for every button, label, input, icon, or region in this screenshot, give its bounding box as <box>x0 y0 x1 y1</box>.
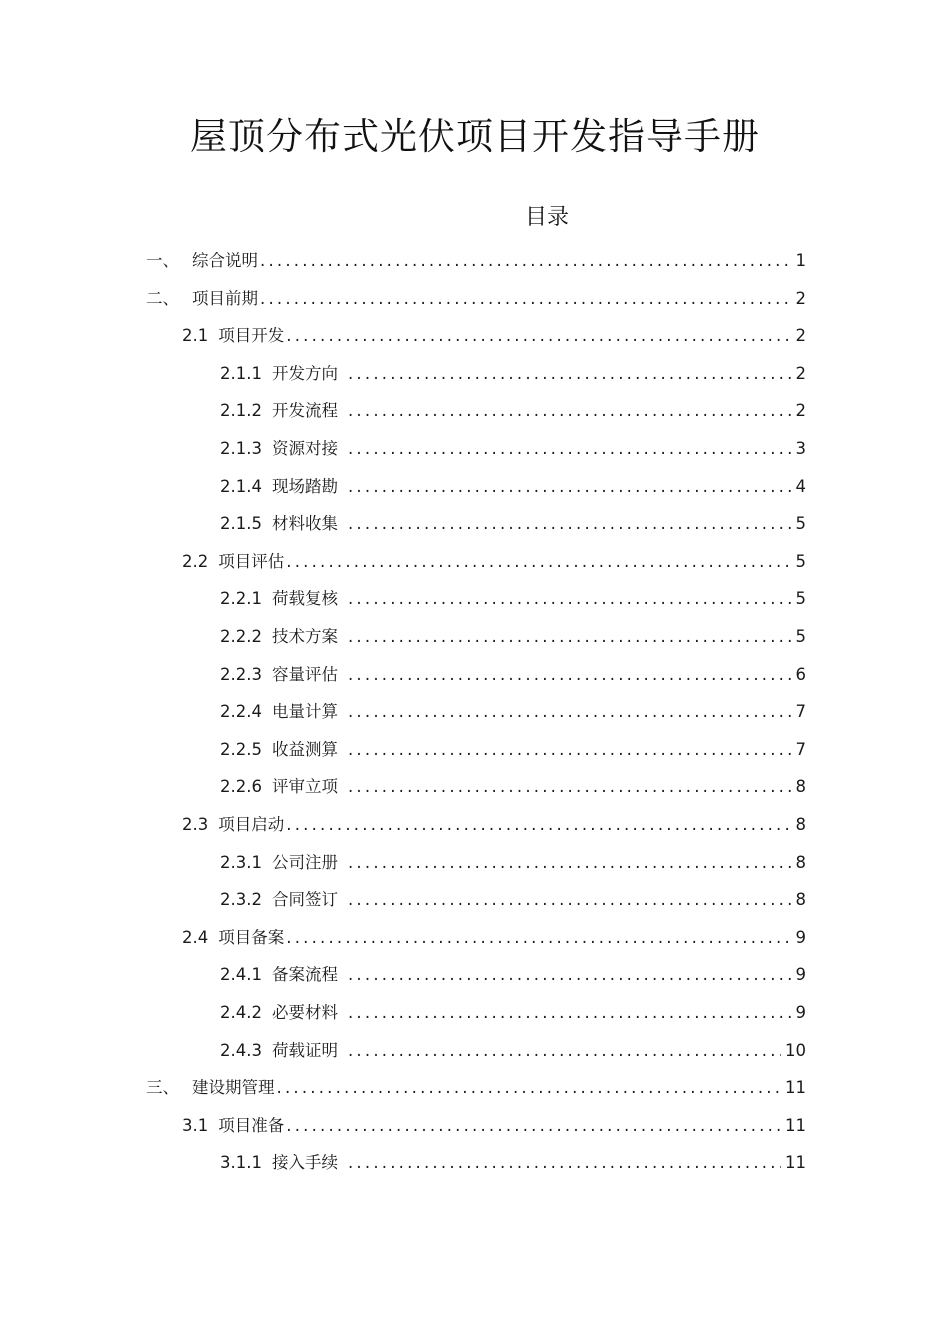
toc-dot-leader <box>286 810 791 840</box>
toc-entry[interactable] <box>220 509 806 539</box>
toc-entry-page-number: 4 <box>795 476 806 496</box>
toc-dot-leader <box>348 885 792 915</box>
toc-entry-number: 2.3.1 <box>220 852 262 872</box>
toc-dot-leader <box>286 923 791 953</box>
toc-dot-leader <box>348 848 792 878</box>
toc-dot-leader <box>348 697 792 727</box>
toc-entry[interactable] <box>220 772 806 802</box>
toc-entry[interactable] <box>220 735 806 765</box>
toc-entry-number: 三、 <box>146 1078 179 1098</box>
toc-entry-page-number: 1 <box>795 251 806 270</box>
toc-entry-label: 开发流程 <box>271 401 338 421</box>
toc-entry-label: 电量计算 <box>271 702 338 722</box>
toc-entry-number: 2.2 <box>182 551 209 571</box>
toc-entry-number: 2.4 <box>182 927 209 947</box>
toc-entry-number: 2.3.2 <box>220 890 262 910</box>
toc-entry[interactable] <box>182 321 806 351</box>
toc-entry[interactable] <box>220 359 806 389</box>
toc-entry[interactable] <box>220 622 806 652</box>
toc-entry-label: 项目开发 <box>218 326 285 346</box>
toc-entry-number: 2.1 <box>182 326 209 346</box>
toc-dot-leader <box>348 960 792 990</box>
toc-dot-leader <box>348 396 792 426</box>
toc-entry-label: 必要材料 <box>271 1003 338 1022</box>
toc-entry-page-number: 2 <box>795 326 806 346</box>
toc-entry-label: 项目启动 <box>218 815 285 834</box>
toc-entry-number: 2.4.3 <box>220 1040 262 1060</box>
toc-entry-page-number: 8 <box>795 777 806 797</box>
toc-entry-page-number: 11 <box>785 1153 806 1173</box>
toc-entry-number: 2.1.4 <box>220 476 262 496</box>
toc-dot-leader <box>286 321 791 351</box>
toc-entry-number: 2.2.4 <box>220 702 262 722</box>
toc-entry-number: 2.3 <box>182 815 209 834</box>
toc-entry-label: 荷载证明 <box>271 1040 338 1060</box>
toc-entry-label: 技术方案 <box>271 627 338 646</box>
toc-entry[interactable] <box>220 960 806 990</box>
document-title: 屋顶分布式光伏项目开发指导手册 <box>190 115 760 158</box>
toc-entry-number: 2.2.1 <box>220 589 262 609</box>
toc-entry-label: 收益测算 <box>271 739 338 759</box>
toc-entry-label: 项目准备 <box>218 1115 285 1135</box>
toc-entry-number: 2.1.3 <box>220 439 262 458</box>
toc-entry-page-number: 9 <box>795 927 806 947</box>
toc-entry-label: 综合说明 <box>192 251 258 270</box>
toc-heading: 目录 <box>524 205 569 230</box>
toc-entry[interactable] <box>220 1036 806 1066</box>
toc-dot-leader <box>348 660 792 690</box>
toc-entry-number: 3.1.1 <box>220 1153 262 1173</box>
toc-entry-label: 公司注册 <box>271 852 338 872</box>
toc-dot-leader <box>348 1148 781 1178</box>
toc-dot-leader <box>348 434 792 464</box>
toc-entry[interactable] <box>220 848 806 878</box>
toc-entry-label: 开发方向 <box>271 363 338 383</box>
toc-entry-number: 2.1.1 <box>220 363 262 383</box>
toc-entry-label: 项目前期 <box>192 288 258 308</box>
toc-entry-label: 材料收集 <box>271 514 338 534</box>
toc-entry[interactable] <box>220 396 806 426</box>
toc-entry[interactable] <box>220 697 806 727</box>
toc-dot-leader <box>277 1073 782 1103</box>
toc-dot-leader <box>348 1036 781 1066</box>
toc-entry-number: 2.2.5 <box>220 739 262 759</box>
toc-entry-label: 备案流程 <box>271 965 338 985</box>
toc-entry[interactable] <box>220 472 806 502</box>
toc-entry-number: 2.2.3 <box>220 664 262 684</box>
toc-entry-page-number: 11 <box>785 1078 806 1098</box>
toc-entry[interactable] <box>220 885 806 915</box>
toc-entry-page-number: 9 <box>795 1003 806 1022</box>
toc-dot-leader <box>348 622 792 652</box>
toc-entry-page-number: 5 <box>795 589 806 609</box>
toc-entry-number: 2.2.6 <box>220 777 262 797</box>
toc-dot-leader <box>348 359 792 389</box>
toc-entry-label: 荷载复核 <box>271 589 338 609</box>
toc-entry-number: 3.1 <box>182 1115 209 1135</box>
toc-entry[interactable] <box>220 584 806 614</box>
toc-entry[interactable] <box>220 998 806 1028</box>
toc-entry-page-number: 5 <box>795 514 806 534</box>
toc-entry-number: 2.4.1 <box>220 965 262 985</box>
toc-entry-label: 资源对接 <box>271 439 338 458</box>
toc-entry[interactable] <box>182 547 806 577</box>
toc-dot-leader <box>348 772 792 802</box>
toc-entry-page-number: 8 <box>795 890 806 910</box>
toc-entry-page-number: 7 <box>795 702 806 722</box>
toc-entry[interactable] <box>182 810 806 840</box>
toc-entry-label: 项目评估 <box>218 551 285 571</box>
toc-entry[interactable] <box>220 434 806 464</box>
toc-entry-label: 项目备案 <box>218 927 285 947</box>
toc-entry[interactable] <box>146 1073 806 1103</box>
toc-entry-label: 评审立项 <box>271 777 338 797</box>
toc-dot-leader <box>348 584 792 614</box>
toc-entry-page-number: 11 <box>785 1115 806 1135</box>
toc-entry-label: 容量评估 <box>271 664 338 684</box>
toc-dot-leader <box>286 547 791 577</box>
toc-dot-leader <box>348 735 792 765</box>
toc-dot-leader <box>286 1111 781 1141</box>
toc-entry-number: 2.1.5 <box>220 514 262 534</box>
toc-entry-label: 现场踏勘 <box>271 476 338 496</box>
toc-entry[interactable] <box>182 1111 806 1141</box>
toc-entry-page-number: 6 <box>795 664 806 684</box>
toc-entry-page-number: 7 <box>795 739 806 759</box>
toc-dot-leader <box>348 472 792 502</box>
toc-entry-page-number: 2 <box>795 401 806 421</box>
toc-entry-page-number: 8 <box>795 852 806 872</box>
toc-entry-number: 2.4.2 <box>220 1003 262 1022</box>
toc-entry-label: 合同签订 <box>271 890 338 910</box>
toc-entry-page-number: 3 <box>795 439 806 458</box>
toc-entry[interactable] <box>220 660 806 690</box>
toc-dot-leader <box>348 998 792 1028</box>
toc-entry-page-number: 5 <box>795 627 806 646</box>
toc-entry[interactable] <box>182 923 806 953</box>
toc-dot-leader <box>260 246 792 276</box>
toc-dot-leader <box>348 509 792 539</box>
toc-entry[interactable] <box>220 1148 806 1178</box>
toc-entry-page-number: 8 <box>795 815 806 834</box>
toc-entry-page-number: 5 <box>795 551 806 571</box>
toc-entry-number: 二、 <box>146 288 179 308</box>
toc-dot-leader <box>260 284 792 314</box>
toc-entry[interactable] <box>146 246 806 276</box>
toc-entry-label: 建设期管理 <box>192 1078 275 1098</box>
toc-entry-number: 一、 <box>146 251 179 270</box>
toc-entry-page-number: 2 <box>795 363 806 383</box>
toc-entry-number: 2.1.2 <box>220 401 262 421</box>
toc-entry-page-number: 10 <box>785 1040 806 1060</box>
toc-entry-number: 2.2.2 <box>220 627 262 646</box>
toc-entry[interactable] <box>146 284 806 314</box>
toc-entry-label: 接入手续 <box>271 1153 338 1173</box>
toc-entry-page-number: 2 <box>795 288 806 308</box>
toc-entry-page-number: 9 <box>795 965 806 985</box>
